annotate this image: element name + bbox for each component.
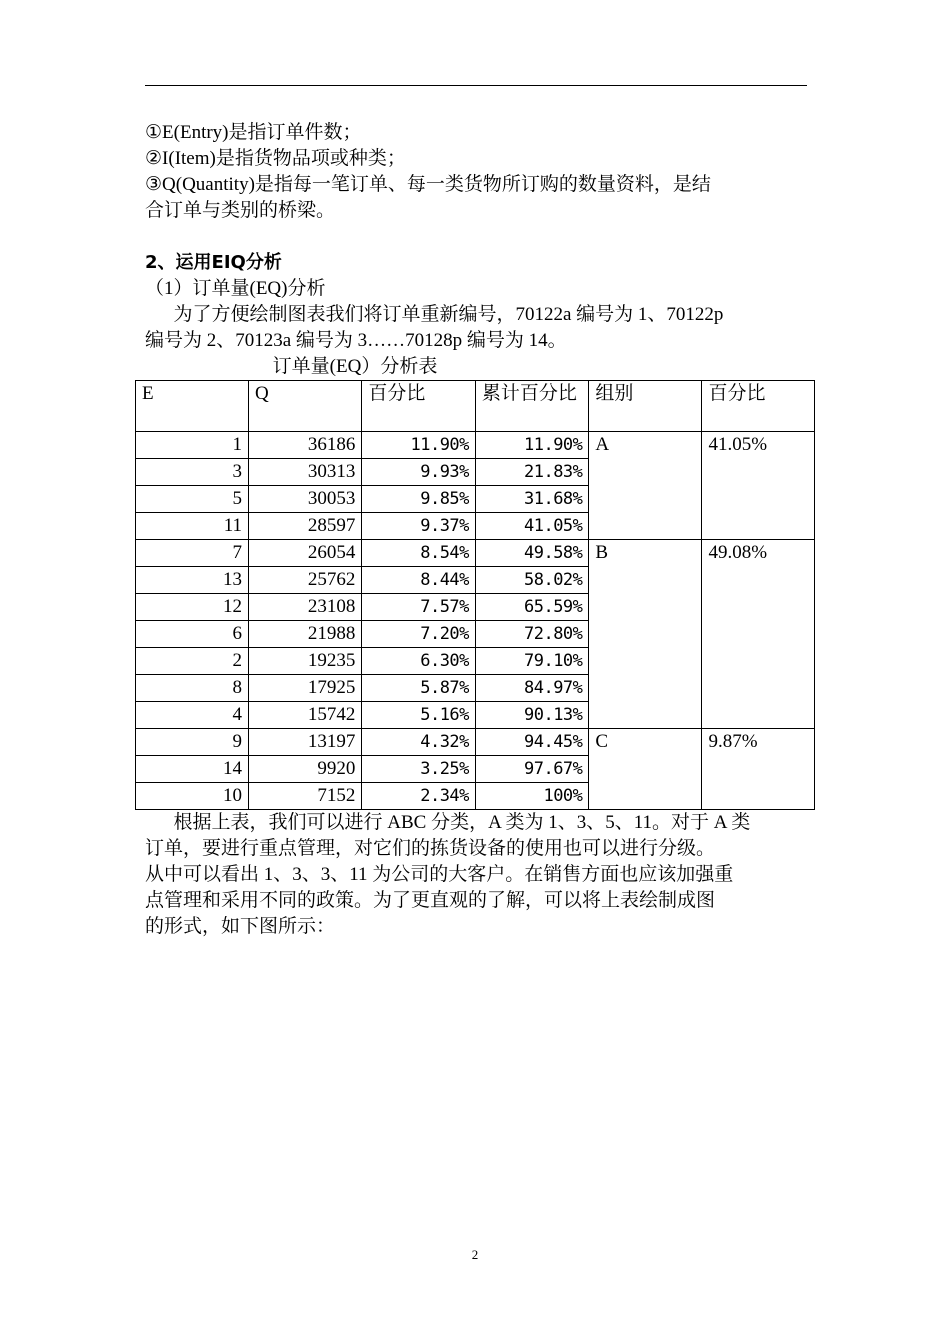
cell-e: 14 xyxy=(136,756,249,783)
table-row xyxy=(136,729,815,756)
cell-e: 3 xyxy=(136,459,249,486)
cell-percent: 11.90% xyxy=(362,432,476,459)
header-rule xyxy=(145,85,807,86)
group-c-name: C xyxy=(589,729,702,810)
cell-cumulative: 31.68% xyxy=(475,486,589,513)
header-percent: 百分比 xyxy=(362,381,476,432)
group-b-name: B xyxy=(589,540,702,729)
document-body xyxy=(142,120,807,940)
conclusion-line-2: 订单，要进行重点管理，对它们的拣货设备的使用也可以进行分级。 xyxy=(145,838,716,859)
header-group: 组别 xyxy=(589,381,702,432)
intro-line-1: 为了方便绘制图表我们将订单重新编号，70122a 编号为 1、70122p xyxy=(173,304,724,325)
cell-cumulative: 11.90% xyxy=(475,432,589,459)
cell-cumulative: 58.02% xyxy=(475,567,589,594)
cell-cumulative: 94.45% xyxy=(475,729,589,756)
definition-item: ②I(Item)是指货物品项或种类； xyxy=(145,148,406,169)
group-c-percent: 9.87% xyxy=(702,729,815,810)
table-header-row xyxy=(136,381,815,432)
cell-percent: 7.20% xyxy=(362,621,476,648)
group-b-percent: 49.08% xyxy=(702,540,815,729)
cell-q: 30313 xyxy=(249,459,362,486)
header-cumulative: 累计百分比 xyxy=(475,381,589,432)
cell-cumulative: 97.67% xyxy=(475,756,589,783)
section-heading: 2、运用EIQ分析 xyxy=(145,252,282,273)
cell-q: 28597 xyxy=(249,513,362,540)
cell-q: 19235 xyxy=(249,648,362,675)
cell-percent: 4.32% xyxy=(362,729,476,756)
cell-percent: 8.44% xyxy=(362,567,476,594)
definition-entry: ①E(Entry)是指订单件数； xyxy=(145,122,362,143)
group-a-name: A xyxy=(589,432,702,540)
cell-e: 11 xyxy=(136,513,249,540)
cell-percent: 5.87% xyxy=(362,675,476,702)
cell-e: 4 xyxy=(136,702,249,729)
conclusion-line-3: 从中可以看出 1、3、3、11 为公司的大客户。在销售方面也应该加强重 xyxy=(145,864,734,885)
cell-percent: 5.16% xyxy=(362,702,476,729)
subsection-heading: （1）订单量(EQ)分析 xyxy=(145,278,326,299)
intro-line-2: 编号为 2、70123a 编号为 3……70128p 编号为 14。 xyxy=(145,330,567,351)
conclusion-line-1: 根据上表，我们可以进行 ABC 分类，A 类为 1、3、5、11。对于 A 类 xyxy=(173,812,751,833)
cell-q: 15742 xyxy=(249,702,362,729)
page-number: 2 xyxy=(471,1247,479,1262)
header-q: Q xyxy=(249,381,362,432)
cell-e: 7 xyxy=(136,540,249,567)
cell-percent: 3.25% xyxy=(362,756,476,783)
cell-e: 6 xyxy=(136,621,249,648)
cell-cumulative: 72.80% xyxy=(475,621,589,648)
cell-q: 17925 xyxy=(249,675,362,702)
cell-cumulative: 65.59% xyxy=(475,594,589,621)
table-caption: 订单量(EQ）分析表 xyxy=(272,356,438,377)
cell-e: 9 xyxy=(136,729,249,756)
cell-q: 13197 xyxy=(249,729,362,756)
conclusion-line-4: 点管理和采用不同的政策。为了更直观的了解，可以将上表绘制成图 xyxy=(145,890,716,911)
cell-q: 26054 xyxy=(249,540,362,567)
cell-percent: 9.85% xyxy=(362,486,476,513)
cell-q: 36186 xyxy=(249,432,362,459)
cell-q: 30053 xyxy=(249,486,362,513)
cell-q: 9920 xyxy=(249,756,362,783)
cell-percent: 9.93% xyxy=(362,459,476,486)
cell-cumulative: 41.05% xyxy=(475,513,589,540)
cell-e: 12 xyxy=(136,594,249,621)
cell-e: 8 xyxy=(136,675,249,702)
cell-cumulative: 79.10% xyxy=(475,648,589,675)
cell-cumulative: 100% xyxy=(475,783,589,810)
table-row xyxy=(136,432,815,459)
cell-cumulative: 90.13% xyxy=(475,702,589,729)
cell-cumulative: 49.58% xyxy=(475,540,589,567)
conclusion-line-5: 的形式，如下图所示： xyxy=(145,916,336,937)
group-a-percent: 41.05% xyxy=(702,432,815,540)
cell-percent: 6.30% xyxy=(362,648,476,675)
cell-q: 7152 xyxy=(249,783,362,810)
table-row xyxy=(136,540,815,567)
cell-q: 23108 xyxy=(249,594,362,621)
cell-q: 25762 xyxy=(249,567,362,594)
cell-cumulative: 84.97% xyxy=(475,675,589,702)
cell-cumulative: 21.83% xyxy=(475,459,589,486)
cell-percent: 2.34% xyxy=(362,783,476,810)
cell-e: 1 xyxy=(136,432,249,459)
cell-percent: 9.37% xyxy=(362,513,476,540)
cell-e: 10 xyxy=(136,783,249,810)
header-group-percent: 百分比 xyxy=(702,381,815,432)
definition-quantity-cont: 合订单与类别的桥梁。 xyxy=(145,200,336,221)
definition-quantity: ③Q(Quantity)是指每一笔订单、每一类货物所订购的数量资料，是结 xyxy=(145,174,711,195)
header-e: E xyxy=(136,381,249,432)
eq-analysis-table xyxy=(135,380,815,810)
cell-percent: 7.57% xyxy=(362,594,476,621)
cell-e: 13 xyxy=(136,567,249,594)
cell-percent: 8.54% xyxy=(362,540,476,567)
cell-e: 5 xyxy=(136,486,249,513)
cell-e: 2 xyxy=(136,648,249,675)
cell-q: 21988 xyxy=(249,621,362,648)
